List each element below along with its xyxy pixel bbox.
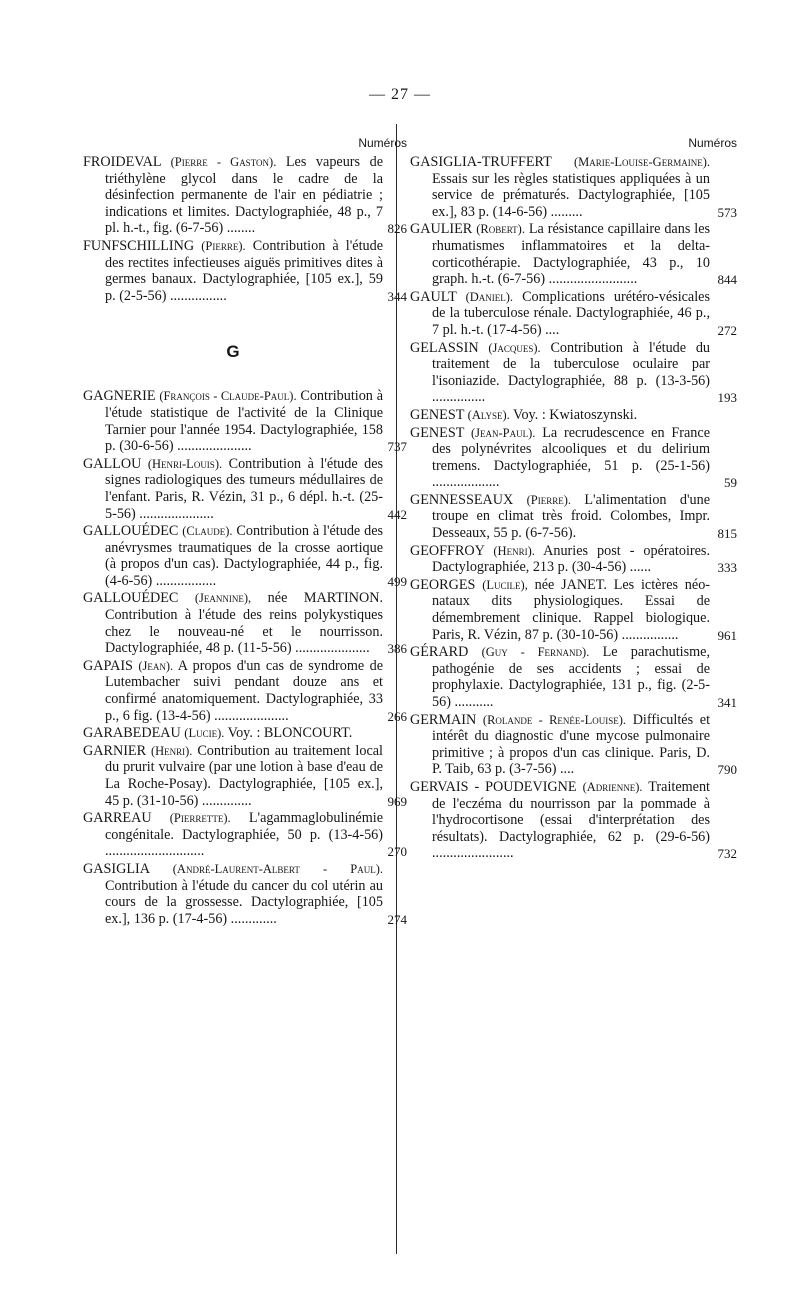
- section-letter: G: [226, 342, 240, 362]
- entry-author-given: (Rolande - Renée-Louise).: [482, 712, 626, 727]
- entry-author-given: (Daniel).: [465, 289, 514, 304]
- bibliography-entry: [83, 237, 407, 304]
- entry-number: 272: [717, 322, 737, 338]
- entry-number: 333: [717, 560, 737, 576]
- entry-number: 274: [387, 911, 407, 927]
- entry-text: La recrudescence en France des polynévrites alcooliques et du delirium tremens. Dactylographiée, 51 p. (25-1-56) ...................: [432, 424, 710, 491]
- entry-author-given: (Henri-Louis).: [147, 456, 223, 471]
- entry-author-given: (Henri).: [150, 743, 193, 758]
- bibliography-entry: [410, 424, 737, 491]
- left-column: [83, 136, 407, 928]
- entry-author-name: GENEST: [410, 424, 465, 441]
- bibliography-entry: [410, 407, 710, 424]
- bibliography-entry: [83, 810, 407, 860]
- bibliography-entry: [83, 154, 407, 237]
- left-entries-after: [83, 388, 407, 927]
- entry-number: 844: [717, 272, 737, 288]
- bibliography-entry: [83, 657, 407, 724]
- bibliography-entry: [410, 644, 737, 710]
- entry-author-name: GEOFFROY: [410, 542, 485, 559]
- entry-number: 270: [387, 844, 407, 860]
- entry-number: 386: [387, 641, 407, 657]
- entry-text: Complications urétéro-vésicales de la tuberculose rénale. Dactylographiée, 46 p., 7 pl. h.-t. (17-4-56) ....: [432, 288, 710, 338]
- entry-author-given: (Pierre).: [526, 492, 572, 507]
- entry-author-given: (Jean-Paul).: [470, 425, 536, 440]
- bibliography-entry: [83, 590, 407, 657]
- entry-text: Essais sur les règles statistiques appliquées à un service de prématurés. Dactylographiée, [105 ex.], 83 p. (14-6-56) .........: [432, 170, 710, 220]
- entry-author-name: GALLOU: [83, 455, 142, 472]
- entry-number: 193: [717, 390, 737, 406]
- bibliography-entry: [83, 523, 407, 589]
- entry-text: Le parachutisme, pathogénie de ses accidents ; essai de prophylaxie. Dactylographiée, 131 p., fig. (2-5-56) ...........: [432, 644, 710, 710]
- entry-author-given: (Jacques).: [488, 340, 541, 355]
- entry-author-name: GENEST: [410, 406, 465, 423]
- bibliography-entry: [83, 388, 407, 455]
- right-column: [410, 136, 737, 863]
- entry-number: 266: [387, 708, 407, 724]
- entry-number: 732: [717, 846, 737, 862]
- entry-author-name: GELASSIN: [410, 339, 479, 356]
- entry-author-name: GARABEDEAU: [83, 725, 181, 742]
- bibliography-entry: [410, 576, 737, 643]
- entry-author-name: GASIGLIA-TRUFFERT: [410, 154, 552, 170]
- entry-number: 815: [717, 526, 737, 542]
- entry-text: Contribution à l'étude du cancer du col utérin au cours de la grossesse. Dactylographiée, [105 ex.], 136 p. (17-4-56) .............: [105, 877, 383, 927]
- bibliography-entry: [410, 221, 737, 288]
- entry-text: Contribution à l'étude du traitement de la tuberculose oculaire par l'isoniazide. Dactylographiée, 88 p. (13-3-56) ...............: [432, 339, 711, 406]
- bibliography-entry: [410, 542, 737, 576]
- entry-text: Contribution à l'étude des rectites infectieuses aiguës primitives dites à germes banaux. Dactylographiée, [105 ex.], 59 p. (2-5-56) ................: [105, 237, 384, 304]
- entry-number: 573: [717, 204, 737, 220]
- entry-number: 826: [387, 221, 407, 237]
- entry-text: L'agammaglobulinémie congénitale. Dactylographiée, 50 p. (13-4-56) ............................: [105, 810, 384, 860]
- entry-author-given: (Jeannine),: [194, 591, 252, 606]
- entry-text: Les vapeurs de triéthylène glycol dans le cadre de la désinfection permanente de l'air en pédiatrie ; indications et limites. Dactylographiée, 48 p., 7 pl. h.-t., fig. (6-7-56) ........: [105, 154, 384, 237]
- entry-number: 442: [387, 506, 407, 522]
- entry-author-name: GENNESSEAUX: [410, 491, 514, 508]
- entry-number: 969: [387, 793, 407, 809]
- entry-author-name: GASIGLIA: [83, 860, 150, 877]
- entry-author-name: FUNFSCHILLING: [83, 237, 195, 254]
- entry-author-name: GAULIER: [410, 221, 473, 238]
- bibliography-entry: [83, 455, 407, 522]
- entry-text: née JANET. Les ictères néo-nataux dits physiologiques. Essai de démembrement clinique. Rappel biologique. Paris, R. Vézin, 87 p. (30-10-56) ................: [432, 576, 711, 643]
- entry-author-given: (Guy - Fernand).: [481, 645, 590, 660]
- bibliography-entry: [410, 491, 737, 542]
- entry-author-name: GERVAIS - POUDEVIGNE: [410, 778, 577, 795]
- entry-author-name: GÉRARD: [410, 644, 469, 661]
- left-entries-before: [83, 154, 407, 304]
- entry-author-name: GARNIER: [83, 742, 147, 759]
- entry-number: 344: [387, 288, 407, 304]
- entry-text: née MARTINON. Contribution à l'étude des reins polykystiques chez le nouveau-né et le nourrisson. Dactylographiée, 48 p. (11-5-56) .....................: [105, 590, 384, 657]
- entry-number: 59: [724, 475, 737, 491]
- entry-author-given: (Pierre - Gaston).: [170, 155, 277, 169]
- entry-number: 737: [387, 439, 407, 455]
- bibliography-entry: [410, 154, 737, 220]
- entry-author-given: (Pierre).: [201, 238, 246, 253]
- entry-author-given: (Pierrette).: [169, 811, 231, 826]
- left-column-header: Numéros: [358, 136, 407, 150]
- entry-text: Voy. : Kwiatoszynski.: [513, 406, 638, 423]
- right-entries: [410, 154, 737, 862]
- entry-author-name: GAULT: [410, 288, 457, 305]
- entry-author-given: (Robert).: [476, 222, 525, 237]
- bibliography-entry: [83, 860, 407, 927]
- entry-number: 790: [717, 762, 737, 778]
- bibliography-entry: [410, 778, 737, 862]
- bibliography-entry: [410, 339, 737, 406]
- entry-text: A propos d'un cas de syndrome de Lutembacher suivi pendant douze ans et confirmé anatomiquement. Dactylographiée, 33 p., 6 fig. (13-4-56) .....................: [105, 657, 383, 724]
- page-number: — 27 —: [369, 86, 431, 103]
- entry-text: Difficultés et intérêt du diagnostic d'une mycose pulmonaire primitive ; à propos d'un cas clinique. Paris, D. P. Taib, 63 p. (3-7-56) ....: [432, 711, 711, 778]
- entry-author-given: (Claude).: [182, 524, 233, 539]
- entry-text: Contribution à l'étude des anévrysmes traumatiques de la crosse aortique (à propos d'un cas). Dactylographiée, 44 p., fig. (4-6-56) .................: [105, 523, 384, 589]
- entry-author-name: GAPAIS: [83, 657, 133, 674]
- entry-author-given: (Lucie).: [184, 726, 225, 741]
- entry-author-given: (Adrienne).: [582, 779, 643, 794]
- entry-author-name: FROIDEVAL: [83, 154, 162, 170]
- bibliography-entry: [410, 711, 737, 778]
- entry-text: Voy. : BLONCOURT.: [227, 725, 353, 742]
- entry-number: 961: [717, 627, 737, 643]
- entry-author-name: GEORGES: [410, 576, 476, 593]
- entry-author-given: (Lucile),: [482, 577, 528, 592]
- entry-author-given: (Henri).: [493, 543, 535, 558]
- entry-author-name: GALLOUÉDEC: [83, 523, 179, 540]
- bibliography-entry: [410, 288, 737, 339]
- bibliography-entry: [83, 725, 383, 742]
- entry-author-given: (Alyse).: [467, 407, 510, 422]
- entry-text: La résistance capillaire dans les rhumatismes inflammatoires et la delta-corticothérapie. Dactylographiée, 43 p., 10 graph. h.-t. (6-7-56) .........................: [432, 221, 711, 288]
- entry-author-name: GAGNERIE: [83, 388, 156, 405]
- entry-author-given: (Jean).: [138, 658, 174, 673]
- entry-author-given: (François - Claude-Paul).: [159, 389, 297, 404]
- entry-number: 341: [717, 695, 737, 710]
- entry-text: L'alimentation d'une troupe en climat très froid. Colombes, Impr. Desseaux, 55 p. (6-7-56).: [432, 491, 711, 542]
- entry-text: Traitement de l'eczéma du nourrisson par la pommade à l'hydrocortisone (essai d'interprétation des résultats). Dactylographiée, 62 p. (29-6-56) .......................: [432, 778, 711, 862]
- entry-text: Anuries post - opératoires. Dactylographiée, 213 p. (30-4-56) ......: [432, 542, 711, 576]
- right-column-header: Numéros: [688, 136, 737, 150]
- entry-number: 499: [387, 573, 407, 589]
- bibliography-entry: [83, 742, 407, 809]
- entry-author-name: GARREAU: [83, 810, 152, 827]
- entry-author-name: GERMAIN: [410, 711, 477, 728]
- entry-author-given: (André-Laurent-Albert - Paul).: [172, 861, 383, 876]
- entry-text: Contribution au traitement local du prurit vulvaire (par une lotion à base d'eau de La Roche-Posay). Dactylographiée, [105 ex.], 45 p. (31-10-56) ..............: [105, 742, 383, 809]
- entry-author-given: (Marie-Louise-Germaine).: [573, 155, 710, 169]
- entry-text: Contribution à l'étude des signes radiologiques des tumeurs médullaires de l'enfant. Paris, R. Vézin, 31 p., 6 dépl. h.-t. (25-5-56) .....................: [105, 455, 384, 522]
- entry-text: Contribution à l'étude statistique de l'activité de la Clinique Tarnier pour l'année 1954. Dactylographiée, 158 p. (30-6-56) .....................: [105, 388, 383, 455]
- entry-author-name: GALLOUÉDEC: [83, 590, 179, 607]
